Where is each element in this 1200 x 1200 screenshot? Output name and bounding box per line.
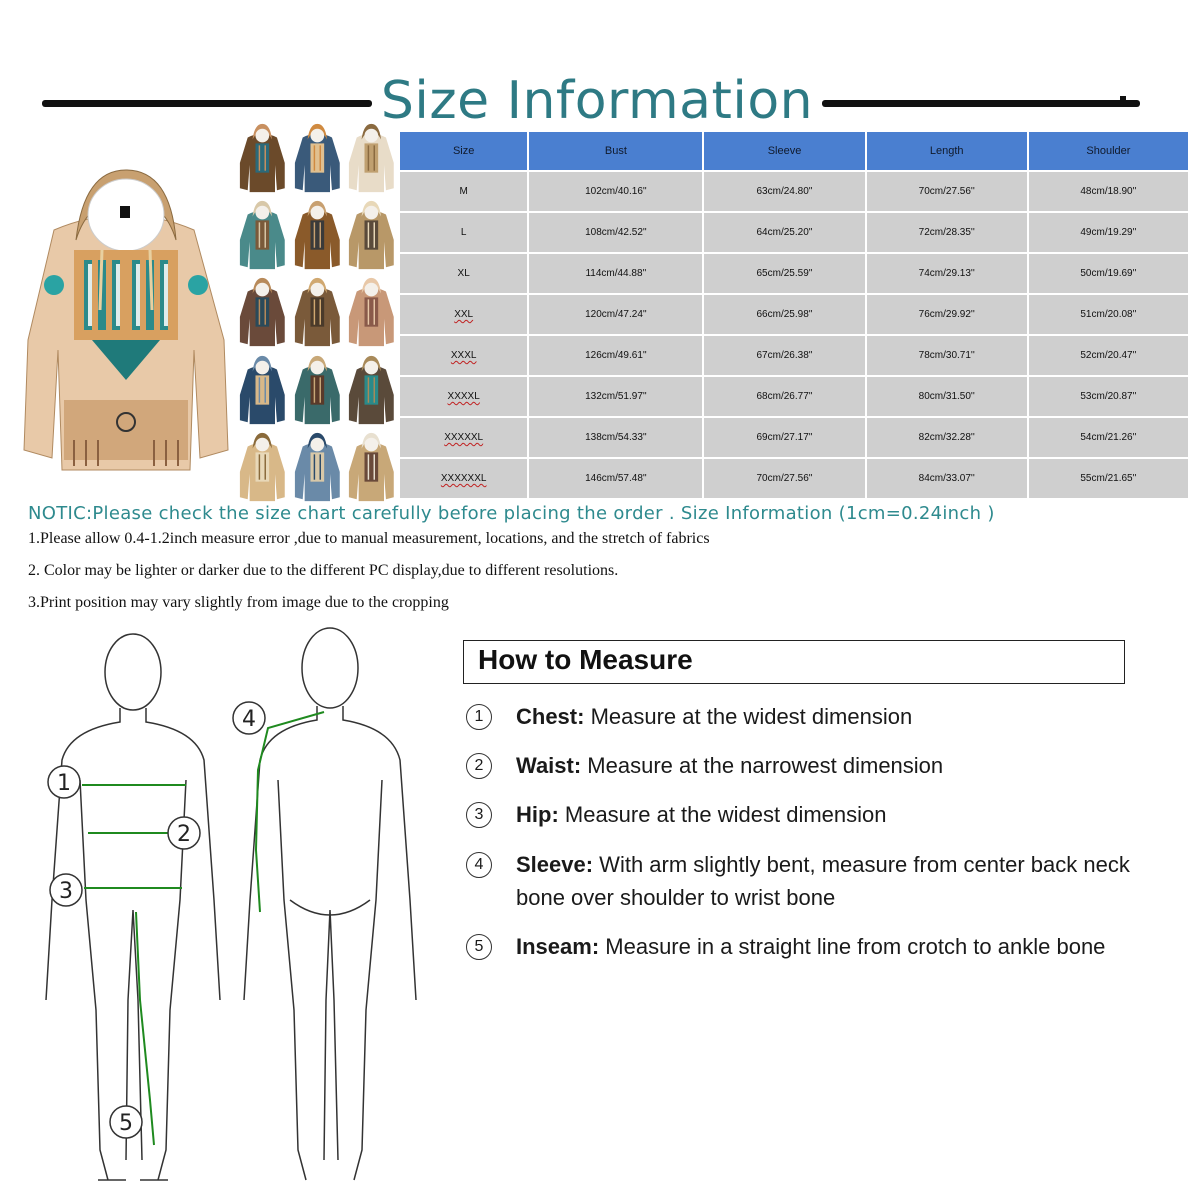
figure-label-4: 4 [242, 707, 256, 732]
how-to-measure-title: How to Measure [478, 644, 693, 675]
cell-size: XXXXL [400, 377, 527, 416]
cell-sleeve: 69cm/27.17'' [704, 418, 864, 457]
sleeve-line [256, 712, 324, 912]
cell-bust: 114cm/44.88'' [529, 254, 702, 293]
size-table-row [400, 418, 1188, 457]
hoodie-variant-thumb [345, 429, 398, 503]
header-bust: Bust [529, 132, 702, 170]
cell-shoulder: 51cm/20.08'' [1029, 295, 1188, 334]
cell-bust: 108cm/42.52'' [529, 213, 702, 252]
cell-size: XXXXXXL [400, 459, 527, 498]
hoodie-variant-thumb [291, 120, 344, 194]
cell-sleeve: 68cm/26.77'' [704, 377, 864, 416]
cell-size: M [400, 172, 527, 211]
hoodie-variant-thumb [291, 197, 344, 271]
front-figure [46, 634, 220, 1180]
cell-sleeve: 70cm/27.56'' [704, 459, 864, 498]
cell-sleeve: 63cm/24.80'' [704, 172, 864, 211]
measure-term: Waist: [516, 753, 582, 778]
cell-shoulder: 53cm/20.87'' [1029, 377, 1188, 416]
figure-number-labels [48, 702, 265, 1138]
note-print-position: 3.Print position may vary slightly from image due to the cropping [28, 594, 449, 611]
size-table [398, 130, 1190, 500]
back-figure [244, 628, 416, 1180]
hoodie-variant-thumb [236, 120, 289, 194]
hoodie-variant-thumb [236, 274, 289, 348]
cell-length: 84cm/33.07'' [867, 459, 1027, 498]
cell-size: XXXL [400, 336, 527, 375]
size-table-row [400, 336, 1188, 375]
cell-bust: 102cm/40.16'' [529, 172, 702, 211]
measure-term: Sleeve: [516, 852, 594, 877]
cell-shoulder: 48cm/18.90'' [1029, 172, 1188, 211]
cell-shoulder: 55cm/21.65'' [1029, 459, 1188, 498]
hoodie-variant-thumb [291, 429, 344, 503]
cell-shoulder: 52cm/20.47'' [1029, 336, 1188, 375]
cell-length: 82cm/32.28'' [867, 418, 1027, 457]
size-notice: NOTIC:Please check the size chart carefully before placing the order . Size Information (1cm=0.24inch ) [28, 503, 995, 524]
figure-label-5: 5 [119, 1111, 133, 1136]
size-table-row [400, 459, 1188, 498]
figure-label-3: 3 [59, 879, 73, 904]
cell-length: 72cm/28.35'' [867, 213, 1027, 252]
cell-bust: 126cm/49.61'' [529, 336, 702, 375]
measure-text [516, 700, 1156, 733]
note-color: 2. Color may be lighter or darker due to the different PC display,due to different resolutions. [28, 562, 619, 579]
figure-label-1: 1 [57, 771, 71, 796]
measure-number: 2 [466, 753, 492, 779]
measure-desc: Measure at the narrowest dimension [581, 753, 944, 778]
measure-number: 3 [466, 802, 492, 828]
title-rule-right [822, 100, 1140, 107]
size-table-header-row [400, 132, 1188, 170]
hoodie-variant-thumb [236, 352, 289, 426]
hoodie-variant-thumb [345, 352, 398, 426]
measure-number: 4 [466, 852, 492, 878]
cell-shoulder: 50cm/19.69'' [1029, 254, 1188, 293]
cell-length: 80cm/31.50'' [867, 377, 1027, 416]
cell-shoulder: 54cm/21.26'' [1029, 418, 1188, 457]
cell-length: 70cm/27.56'' [867, 172, 1027, 211]
cell-sleeve: 64cm/25.20'' [704, 213, 864, 252]
hoodie-variant-thumb [345, 120, 398, 194]
size-table-row [400, 295, 1188, 334]
header-sleeve: Sleeve [704, 132, 864, 170]
cell-size: L [400, 213, 527, 252]
hoodie-variants-grid [236, 120, 398, 504]
title-rule-left [42, 100, 372, 107]
cell-shoulder: 49cm/19.29'' [1029, 213, 1188, 252]
size-table-row [400, 377, 1188, 416]
measure-term: Inseam: [516, 934, 600, 959]
measure-text [516, 848, 1156, 914]
cell-bust: 146cm/57.48'' [529, 459, 702, 498]
note-measure-error: 1.Please allow 0.4-1.2inch measure error ,due to manual measurement, locations, and the stretch of fabrics [28, 530, 710, 547]
cell-sleeve: 66cm/25.98'' [704, 295, 864, 334]
measure-number: 1 [466, 704, 492, 730]
cell-length: 76cm/29.92'' [867, 295, 1027, 334]
cell-bust: 120cm/47.24'' [529, 295, 702, 334]
measure-text [516, 798, 1156, 831]
cell-size: XL [400, 254, 527, 293]
cell-bust: 138cm/54.33'' [529, 418, 702, 457]
measure-text [516, 930, 1156, 963]
cell-length: 78cm/30.71'' [867, 336, 1027, 375]
page-title: Size Information [380, 71, 814, 131]
product-hoodie-image [14, 160, 236, 480]
cell-sleeve: 65cm/25.59'' [704, 254, 864, 293]
size-table-row [400, 254, 1188, 293]
size-table-row [400, 172, 1188, 211]
measure-term: Hip: [516, 802, 559, 827]
hoodie-variant-thumb [345, 274, 398, 348]
hoodie-variant-thumb [345, 197, 398, 271]
size-table-row [400, 213, 1188, 252]
hoodie-variant-thumb [236, 429, 289, 503]
measure-number: 5 [466, 934, 492, 960]
figure-label-2: 2 [177, 822, 191, 847]
title-rule-tick [1120, 96, 1126, 100]
measure-desc: With arm slightly bent, measure from center back neck bone over shoulder to wrist bone [516, 852, 1130, 910]
cell-size: XXXXXL [400, 418, 527, 457]
measure-text [516, 749, 1156, 782]
cell-length: 74cm/29.13'' [867, 254, 1027, 293]
hoodie-variant-thumb [291, 274, 344, 348]
cell-size: XXL [400, 295, 527, 334]
measure-desc: Measure at the widest dimension [584, 704, 913, 729]
header-length: Length [867, 132, 1027, 170]
cell-sleeve: 67cm/26.38'' [704, 336, 864, 375]
hoodie-variant-thumb [291, 352, 344, 426]
measure-desc: Measure in a straight line from crotch to ankle bone [599, 934, 1106, 959]
measure-lines [82, 712, 324, 1145]
measure-desc: Measure at the widest dimension [558, 802, 887, 827]
header-shoulder: Shoulder [1029, 132, 1188, 170]
measure-term: Chest: [516, 704, 585, 729]
measurement-figures [0, 620, 460, 1200]
hoodie-variant-thumb [236, 197, 289, 271]
header-size: Size [400, 132, 527, 170]
cell-bust: 132cm/51.97'' [529, 377, 702, 416]
